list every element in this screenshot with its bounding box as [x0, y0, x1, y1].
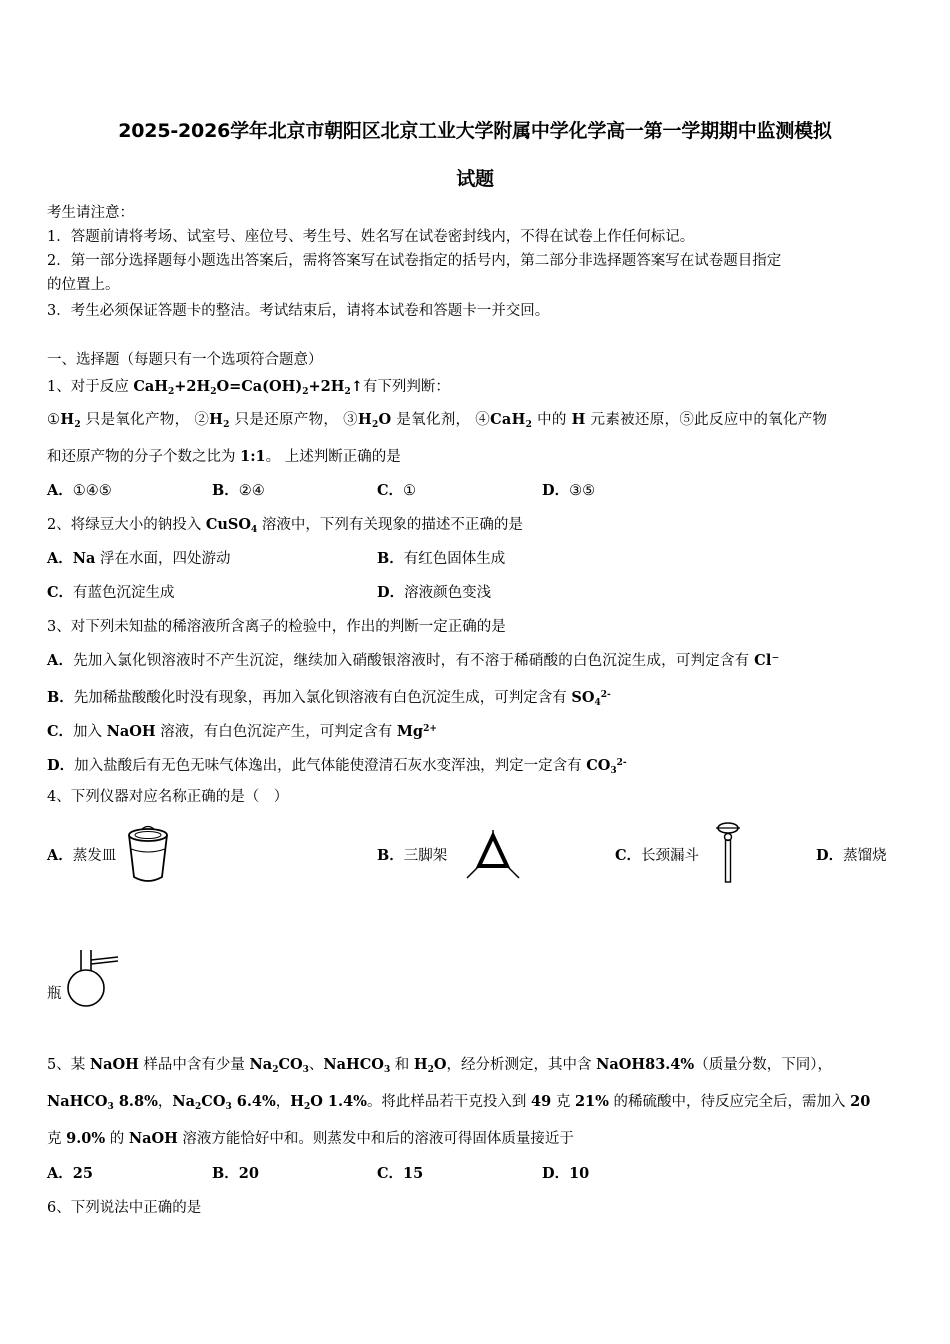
question-6-stem: 6、下列说法中正确的是: [47, 1200, 202, 1216]
crucible-figure: [126, 825, 170, 887]
q4-option-b[interactable]: B．三脚架: [377, 847, 448, 864]
q3-option-d[interactable]: D．加入盐酸后有无色无味气体逸出，此气体能使澄清石灰水变浑浊，判定一定含有 $CO_3^{2-}$: [47, 757, 627, 776]
q3-option-a[interactable]: A．先加入氯化钡溶液时不产生沉淀，继续加入硝酸银溶液时，有不溶于稀硝酸的白色沉淀生成，可判定含有 Cl⁻: [47, 652, 780, 669]
question-1-stem: 1、对于反应 $CaH_2+2H_2O=Ca(OH)_2+2H_2↑$有下列判断：: [47, 378, 450, 397]
distilling-flask-figure: [64, 946, 122, 1010]
question-1-line3: 和还原产物的分子个数之比为 1:1。 上述判断正确的是: [47, 448, 401, 465]
notice-item-2-line2: 的位置上。: [47, 277, 120, 293]
reaction-equation: $CaH_2+2H_2O=Ca(OH)_2+2H_2↑$: [133, 378, 363, 397]
question-4-stem: 4、下列仪器对应名称正确的是（ ）: [47, 789, 289, 805]
question-5-line3: 克 9.0% 的 NaOH 溶液方能恰好中和。则蒸发中和后的溶液可得固体质量接近于: [47, 1130, 574, 1147]
q2-option-a[interactable]: A．Na 浮在水面，四处游动: [47, 550, 231, 567]
q2-option-d[interactable]: D．溶液颜色变浅: [377, 584, 492, 601]
exam-title-line2: 试题: [456, 168, 494, 190]
q3-option-b[interactable]: B．先加稀盐酸酸化时没有现象，再加入氯化钡溶液有白色沉淀生成，可判定含有 $SO_4^{2-}$: [47, 689, 611, 708]
q4-option-c[interactable]: C．长颈漏斗: [615, 847, 700, 864]
notice-item-3: 3．考生必须保证答题卡的整洁。考试结束后，请将本试卷和答题卡一并交回。: [47, 303, 550, 319]
notice-heading: 考生请注意：: [47, 205, 134, 221]
q1-option-c[interactable]: C．①: [377, 482, 417, 499]
funnel-figure: [713, 819, 743, 885]
question-3-stem: 3、对下列未知盐的稀溶液所含离子的检验中，作出的判断一定正确的是: [47, 619, 506, 635]
q5-option-d[interactable]: D．10: [542, 1165, 590, 1182]
q4-option-d[interactable]: D．蒸馏烧: [816, 847, 887, 864]
notice-item-1: 1．答题前请将考场、试室号、座位号、考生号、姓名写在试卷密封线内，不得在试卷上作任何标记。: [47, 229, 695, 245]
q3-option-c[interactable]: C．加入 NaOH 溶液，有白色沉淀产生，可判定含有 $Mg^{2+}$: [47, 723, 437, 740]
q1-option-b[interactable]: B．②④: [212, 482, 265, 499]
notice-item-2-line1: 2．第一部分选择题每小题选出答案后，需将答案写在试卷指定的括号内，第二部分非选择题答案写在试卷题目指定: [47, 253, 782, 269]
triangle-figure: [465, 830, 521, 882]
question-5-line2: NaHCO$_3$ 8.8%，$Na_2CO_3$ 6.4%，$H_2O$ 1.4%。将此样品若干克投入到 49 克 21% 的稀硫酸中，待反应完全后，需加入 20: [47, 1093, 871, 1112]
q2-option-b[interactable]: B．有红色固体生成: [377, 550, 506, 567]
exam-title-line1: 2025-2026学年北京市朝阳区北京工业大学附属中学化学高一第一学期期中监测模拟: [118, 120, 832, 142]
q4-option-d-continued: 瓶: [47, 986, 62, 1002]
q1-option-a[interactable]: A．①④⑤: [47, 482, 112, 499]
question-5-line1: 5、某 NaOH 样品中含有少量 $Na_2CO_3$、NaHCO$_3$ 和 $H_2O$，经分析测定，其中含 NaOH83.4%（质量分数，下同），: [47, 1056, 832, 1075]
q5-option-c[interactable]: C．15: [377, 1165, 424, 1182]
q4-option-a[interactable]: A．蒸发皿: [47, 847, 117, 864]
question-2-stem: 2、将绿豆大小的钠投入 CuSO$_4$ 溶液中，下列有关现象的描述不正确的是: [47, 516, 523, 535]
q2-option-c[interactable]: C．有蓝色沉淀生成: [47, 584, 175, 601]
question-1-judgements: $①H_2$ 只是氧化产物， $②H_2$ 只是还原产物， $③H_2O$ 是氧化剂， ④CaH$_2$ 中的 H 元素被还原，⑤此反应中的氧化产物: [47, 411, 828, 430]
section-heading: 一、选择题（每题只有一个选项符合题意）: [47, 352, 323, 368]
q5-option-b[interactable]: B．20: [212, 1165, 259, 1182]
q5-option-a[interactable]: A．25: [47, 1165, 93, 1182]
q1-option-d[interactable]: D．③⑤: [542, 482, 596, 499]
